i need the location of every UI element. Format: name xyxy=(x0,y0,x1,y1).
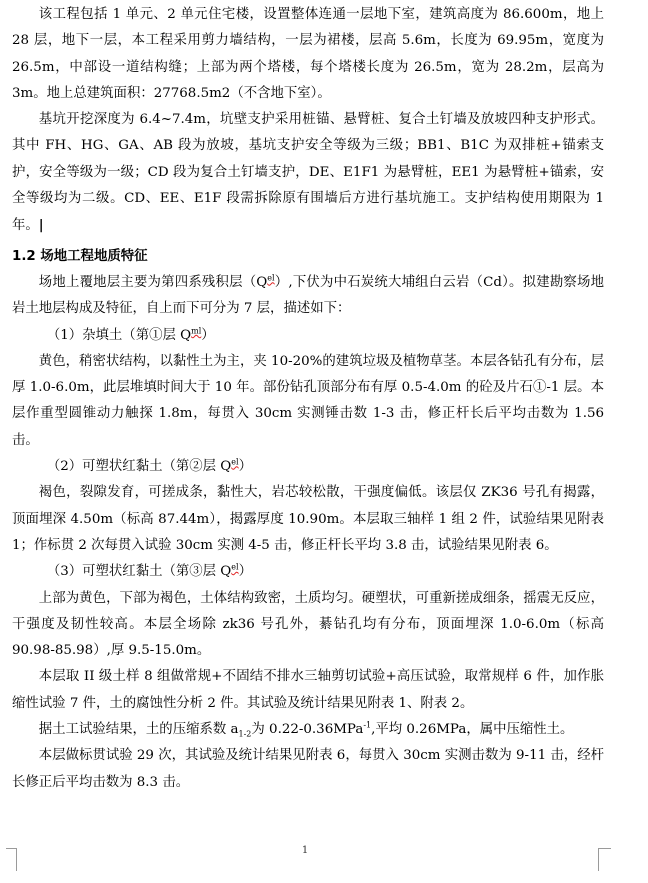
layer-3-title: （3）可塑状红黏土（第③层 $Q^{el}$） xyxy=(46,562,252,580)
margin-corner-mark-right xyxy=(598,848,611,871)
superscript-el: el xyxy=(267,273,275,283)
superscript-el: el xyxy=(231,562,239,572)
layer-1-title: （1）杂填土（第①层 $Q^{ml}$） xyxy=(46,326,215,343)
paragraph-compression: 据土工试验结果，土的压缩系数 $a_{1-2}$为 0.22-0.36MPa$^{-1}$,平均 0.26MPa，属中压缩性土。 xyxy=(38,720,574,739)
superscript-el: el xyxy=(231,457,239,467)
paragraph-project-overview: 该工程包括 1 单元、2 单元住宅楼，设置整体连通一层地下室，建筑高度为 86.600m，地上 28 层，地下一层，本工程采用剪力墙结构，一层为裙楼，层高 5.6m，长度为 69.95m，宽度为 26.5m，中部设一道结构缝；上部为两个塔楼，每个塔楼长度为 26.5m，宽为 28.2m，层高为 3m。地上总建筑面积：27768.5m2（不含地下室）。 xyxy=(12,7,604,101)
margin-corner-mark-left xyxy=(6,848,17,871)
layer-2-title: （2）可塑状红黏土（第②层 $Q^{el}$） xyxy=(46,457,252,475)
paragraph-layer-3-tests: 本层取 II 级土样 8 组做常规+不固结不排水三轴剪切试验+高压试验，取常规样 6 件，加作胀缩性试验 7 件，土的腐蚀性分析 2 件。其试验及统计结果见附表 1、附表 2。 xyxy=(12,669,604,711)
text-cursor: | xyxy=(38,217,44,234)
page-number: 1 xyxy=(301,845,309,856)
paragraph-strata-overview: 场地上覆地层主要为第四系残积层$(Q^{el})$,下伏为中石炭统大埔组白云岩（Cd）。拟建勘察场地岩土地层构成及特征，自上而下可分为 7 层，描述如下： xyxy=(12,273,605,317)
paragraph-layer-2: 褐色，裂隙发育，可搓成条，黏性大，岩芯较松散，干强度偏低。该层仅 ZK36 号孔有揭露，顶面埋深 4.50m（标高 87.44m），揭露厚度 10.90m。本层取三轴样 1 组 2 件，试验结果见附表 1；作标贯 2 次每贯入试验 30cm 实测 4-5 击，修正杆长平均 3.8 击，试验结果见附表 6。 xyxy=(12,485,604,553)
paragraph-spt: 本层做标贯试验 29 次，其试验及统计结果见附表 6，每贯入 30cm 实测击数为 9-11 击，经杆长修正后平均击数为 8.3 击。 xyxy=(12,748,604,790)
document-body xyxy=(12,2,604,796)
section-heading: 1.2 场地工程地质特征 xyxy=(12,248,148,264)
superscript-minus-1: -1 xyxy=(363,720,372,730)
subscript-1-2: 1-2 xyxy=(238,729,252,739)
paragraph-layer-3-description: 上部为黄色，下部为褐色，土体结构致密，土质均匀。硬塑状，可重新搓成细条，摇震无反应，干强度及韧性较高。本层全场除 zk36 号孔外，綦钻孔均有分布，顶面埋深 1.0-6.0m（标高 90.98-85.98）,厚 9.5-15.0m。 xyxy=(12,590,604,659)
paragraph-layer-1: 黄色，稍密状结构，以黏性土为主，夹 10-20%的建筑垃圾及植物草茎。本层各钻孔有分布，层厚 1.0-6.0m，此层堆填时间大于 10 年。部份钻孔顶部分布有厚 0.5-4.0m 的砼及片石①-1 层。本层作重型圆锥动力触探 1.8m，每贯入 30cm 实测锤击数 1-3 击，修正杆长后平均击数为 1.56 击。 xyxy=(12,353,604,448)
superscript-ml: ml xyxy=(191,326,202,336)
paragraph-excavation-support: 基坑开挖深度为 6.4~7.4m，坑壁支护采用桩锚、悬臂桩、复合土钉墙及放坡四种支护形式。其中 FH、HG、GA、AB 段为放坡，基坑支护安全等级为三级；BB1、B1C 为双排桩+锚索支护，安全等级为一级；CD 段为复合土钉墙支护，DE、E1F1 为悬臂桩，EE1 为悬臂桩+锚索，安全等级均为二级。CD、EE、E1F 段需拆除原有围墙后方进行基坑施工。支护结构使用期限为 1 年。| xyxy=(12,112,604,234)
